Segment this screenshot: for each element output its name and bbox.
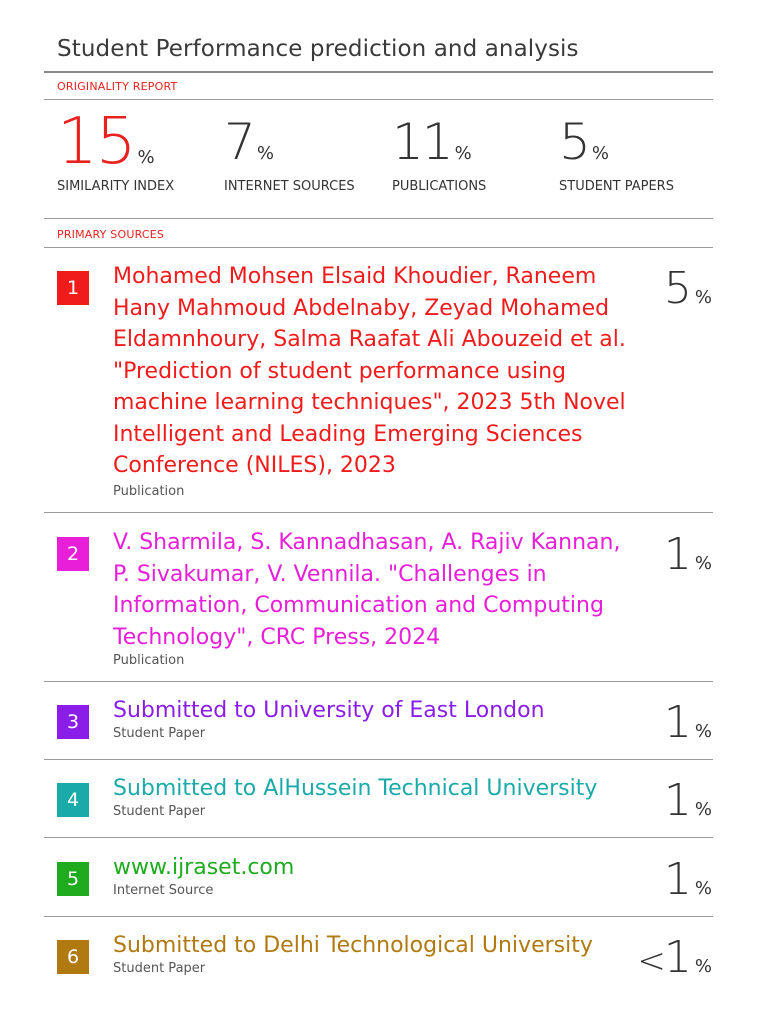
source-divider bbox=[44, 837, 713, 838]
similarity-index-unit: % bbox=[137, 147, 155, 168]
internet-sources-label: INTERNET SOURCES bbox=[224, 179, 355, 194]
title-divider bbox=[44, 71, 713, 73]
source-title[interactable]: www.ijraset.com bbox=[113, 855, 295, 880]
source-percent: 1 % bbox=[663, 529, 712, 580]
source-percent: 1 % bbox=[663, 775, 712, 826]
stats-divider bbox=[44, 218, 713, 219]
similarity-index-label: SIMILARITY INDEX bbox=[57, 179, 175, 194]
similarity-index-stat bbox=[57, 105, 175, 194]
publications-unit: % bbox=[454, 143, 472, 164]
source-percent: 1 % bbox=[663, 854, 712, 905]
source-number-badge: 2 bbox=[57, 537, 89, 571]
internet-sources-unit: % bbox=[256, 143, 274, 164]
source-divider bbox=[44, 681, 713, 682]
publications-label: PUBLICATIONS bbox=[392, 179, 487, 194]
internet-sources-stat bbox=[224, 108, 355, 194]
source-divider bbox=[44, 916, 713, 917]
originality-report-label: ORIGINALITY REPORT bbox=[57, 80, 178, 93]
source-type: Publication bbox=[113, 653, 185, 668]
report-divider bbox=[44, 99, 713, 100]
source-type: Student Paper bbox=[113, 961, 206, 976]
source-divider bbox=[44, 759, 713, 760]
source-number-badge: 5 bbox=[57, 862, 89, 896]
student-papers-stat bbox=[559, 108, 674, 194]
source-percent: 1 % bbox=[663, 697, 712, 748]
source-number-badge: 4 bbox=[57, 783, 89, 817]
source-number-badge: 6 bbox=[57, 940, 89, 974]
source-title[interactable]: V. Sharmila, S. Kannadhasan, A. Rajiv Kannan, P. Sivakumar, V. Vennila. "Challenges in Information, Communication and Computing Technology", CRC Press, 2024 bbox=[113, 530, 621, 650]
source-divider bbox=[44, 512, 713, 513]
source-number-badge: 3 bbox=[57, 705, 89, 739]
similarity-index-value: 15 bbox=[57, 105, 135, 179]
source-type: Internet Source bbox=[113, 883, 214, 898]
publications-value: 11 bbox=[392, 113, 452, 171]
document-title: Student Performance prediction and analysis bbox=[57, 36, 579, 62]
publications-stat bbox=[392, 108, 487, 194]
source-type: Student Paper bbox=[113, 804, 206, 819]
source-title[interactable]: Submitted to AlHussein Technical University bbox=[113, 776, 598, 801]
source-percent: <1 % bbox=[637, 932, 712, 983]
primary-sources-label: PRIMARY SOURCES bbox=[57, 228, 165, 241]
student-papers-unit: % bbox=[591, 143, 609, 164]
source-number-badge: 1 bbox=[57, 271, 89, 305]
source-type: Publication bbox=[113, 484, 185, 499]
primary-sources-divider bbox=[44, 247, 713, 248]
source-title[interactable]: Submitted to Delhi Technological University bbox=[113, 933, 593, 958]
student-papers-label: STUDENT PAPERS bbox=[559, 179, 674, 194]
source-type: Student Paper bbox=[113, 726, 206, 741]
internet-sources-value: 7 bbox=[224, 113, 254, 171]
source-title[interactable]: Mohamed Mohsen Elsaid Khoudier, Raneem Hany Mahmoud Abdelnaby, Zeyad Mohamed Eldamnhoury, Salma Raafat Ali Abouzeid et al. "Prediction of student performance using machine learning techniques", 2023 5th Novel Intelligent and Leading Emerging Sciences Conference (NILES), 2023 bbox=[113, 264, 626, 478]
source-title[interactable]: Submitted to University of East London bbox=[113, 698, 545, 723]
student-papers-value: 5 bbox=[559, 113, 589, 171]
source-percent: 5 % bbox=[663, 263, 712, 314]
